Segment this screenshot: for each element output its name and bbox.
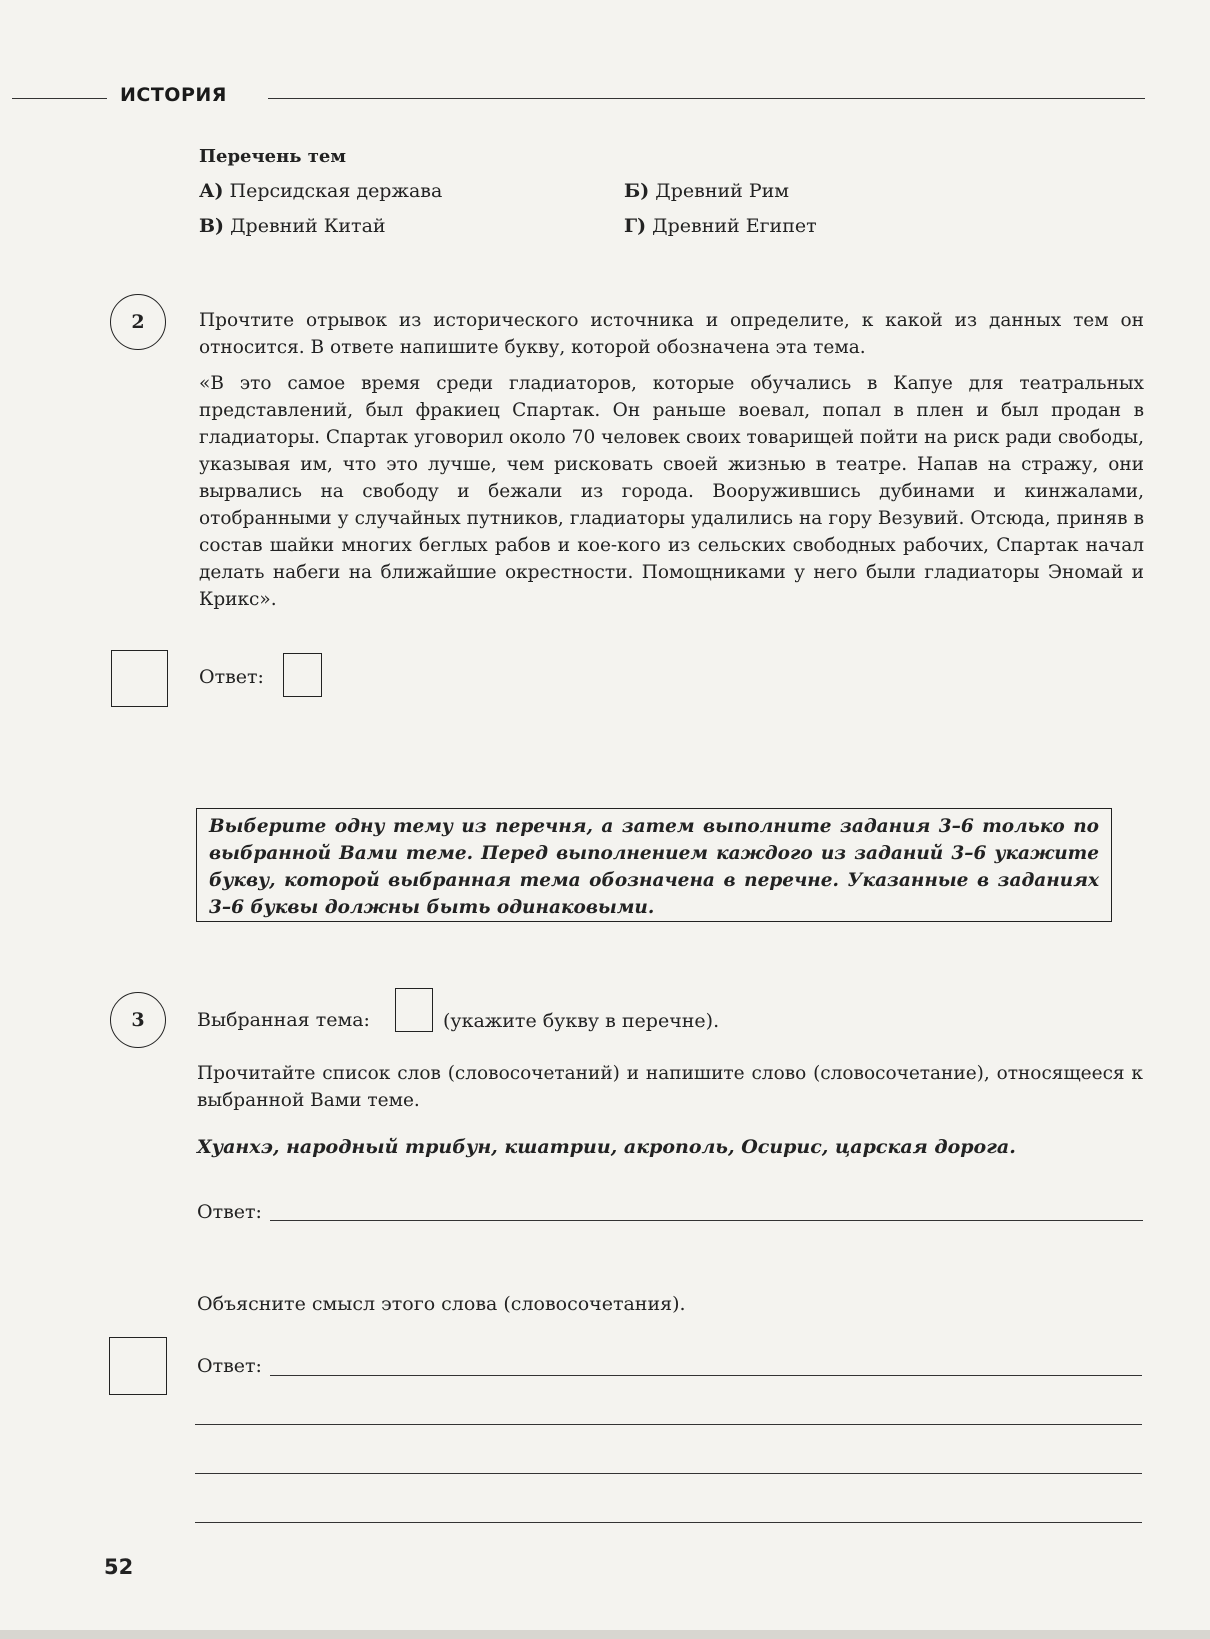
task-3-chosen-hint: (укажите букву в перечне). — [443, 1010, 720, 1032]
topic-g-name: Древний Египет — [652, 215, 817, 237]
task-2-prompt: Прочтите отрывок из исторического источника и определите, к какой из данных тем он относится. В ответе напишите букву, которой обозначена эта тема. — [199, 310, 1144, 358]
task-2-answer-label: Ответ: — [199, 666, 264, 688]
topic-v-name: Древний Китай — [230, 215, 386, 237]
task-3-prompt: Прочитайте список слов (словосочетаний) и напишите слово (словосочетание), относящееся к выбранной Вами теме. — [197, 1063, 1143, 1111]
task-3-number: 3 — [110, 992, 166, 1048]
topic-list-title: Перечень тем — [199, 146, 347, 167]
task-3-explain-prompt: Объясните смысл этого слова (словосочетания). — [197, 1293, 686, 1315]
instruction-box: Выберите одну тему из перечня, а затем выполните задания 3–6 только по выбранной Вами теме. Перед выполнением каждого из заданий 3–6 укажите букву, которой выбранная тема обозначена в перечне. Указанные в заданиях 3–6 буквы должны быть одинаковыми. — [196, 808, 1112, 922]
topic-a — [199, 180, 442, 202]
task-3-answer-label: Ответ: — [197, 1201, 262, 1223]
topic-g-letter: Г) — [624, 215, 647, 237]
page-bottom-edge — [0, 1630, 1210, 1639]
task-3-word-list: Хуанхэ, народный трибун, кшатрии, акрополь, Осирис, царская дорога. — [197, 1136, 1016, 1158]
task-2-source-text: «В это самое время среди гладиаторов, которые обучались в Капуе для театральных представлений, был фракиец Спартак. Он раньше воевал, попал в плен и был продан в гладиаторы. Спартак уговорил около 70 человек своих товарищей пойти на риск ради свободы, указывая им, что это лучше, чем рисковать своей жизнью в театре. Напав на стражу, они вырвались на свободу и бежали из города. Вооружившись дубинами и кинжалами, отобранными у случайных путников, гладиаторы удалились на гору Везувий. Отсюда, приняв в состав шайки многих беглых рабов и кое-кого из сельских свободных рабочих, Спартак начал делать набеги на ближайшие окрестности. Помощниками у него были гладиаторы Эномай и Крикс». — [199, 373, 1144, 610]
topic-v — [199, 215, 386, 237]
topic-g — [624, 215, 817, 237]
task-3-explain-line-3[interactable] — [195, 1473, 1142, 1474]
task-3-explain-line-4[interactable] — [195, 1522, 1142, 1523]
task-3-score-box — [109, 1337, 167, 1395]
task-3-chosen-cell[interactable] — [395, 988, 433, 1032]
header-rule-left — [12, 98, 107, 99]
topic-b-name: Древний Рим — [655, 180, 790, 202]
section-title: ИСТОРИЯ — [120, 84, 227, 106]
task-3-chosen-label: Выбранная тема: — [197, 1009, 370, 1031]
task-3-explain-line-1[interactable] — [270, 1375, 1142, 1376]
page-number: 52 — [104, 1555, 134, 1579]
topic-v-letter: В) — [199, 215, 225, 237]
task-2-score-box — [111, 650, 168, 707]
task-3-explain-line-2[interactable] — [195, 1424, 1142, 1425]
topic-a-letter: А) — [199, 180, 224, 202]
task-2-number: 2 — [110, 294, 166, 350]
topic-b-letter: Б) — [624, 180, 650, 202]
header-rule-right — [268, 98, 1145, 99]
topic-a-name: Персидская держава — [229, 180, 443, 202]
topic-b — [624, 180, 789, 202]
task-3-answer-line[interactable] — [270, 1220, 1143, 1221]
task-3-answer-label-2: Ответ: — [197, 1355, 262, 1377]
task-2-answer-cell[interactable] — [283, 653, 322, 697]
